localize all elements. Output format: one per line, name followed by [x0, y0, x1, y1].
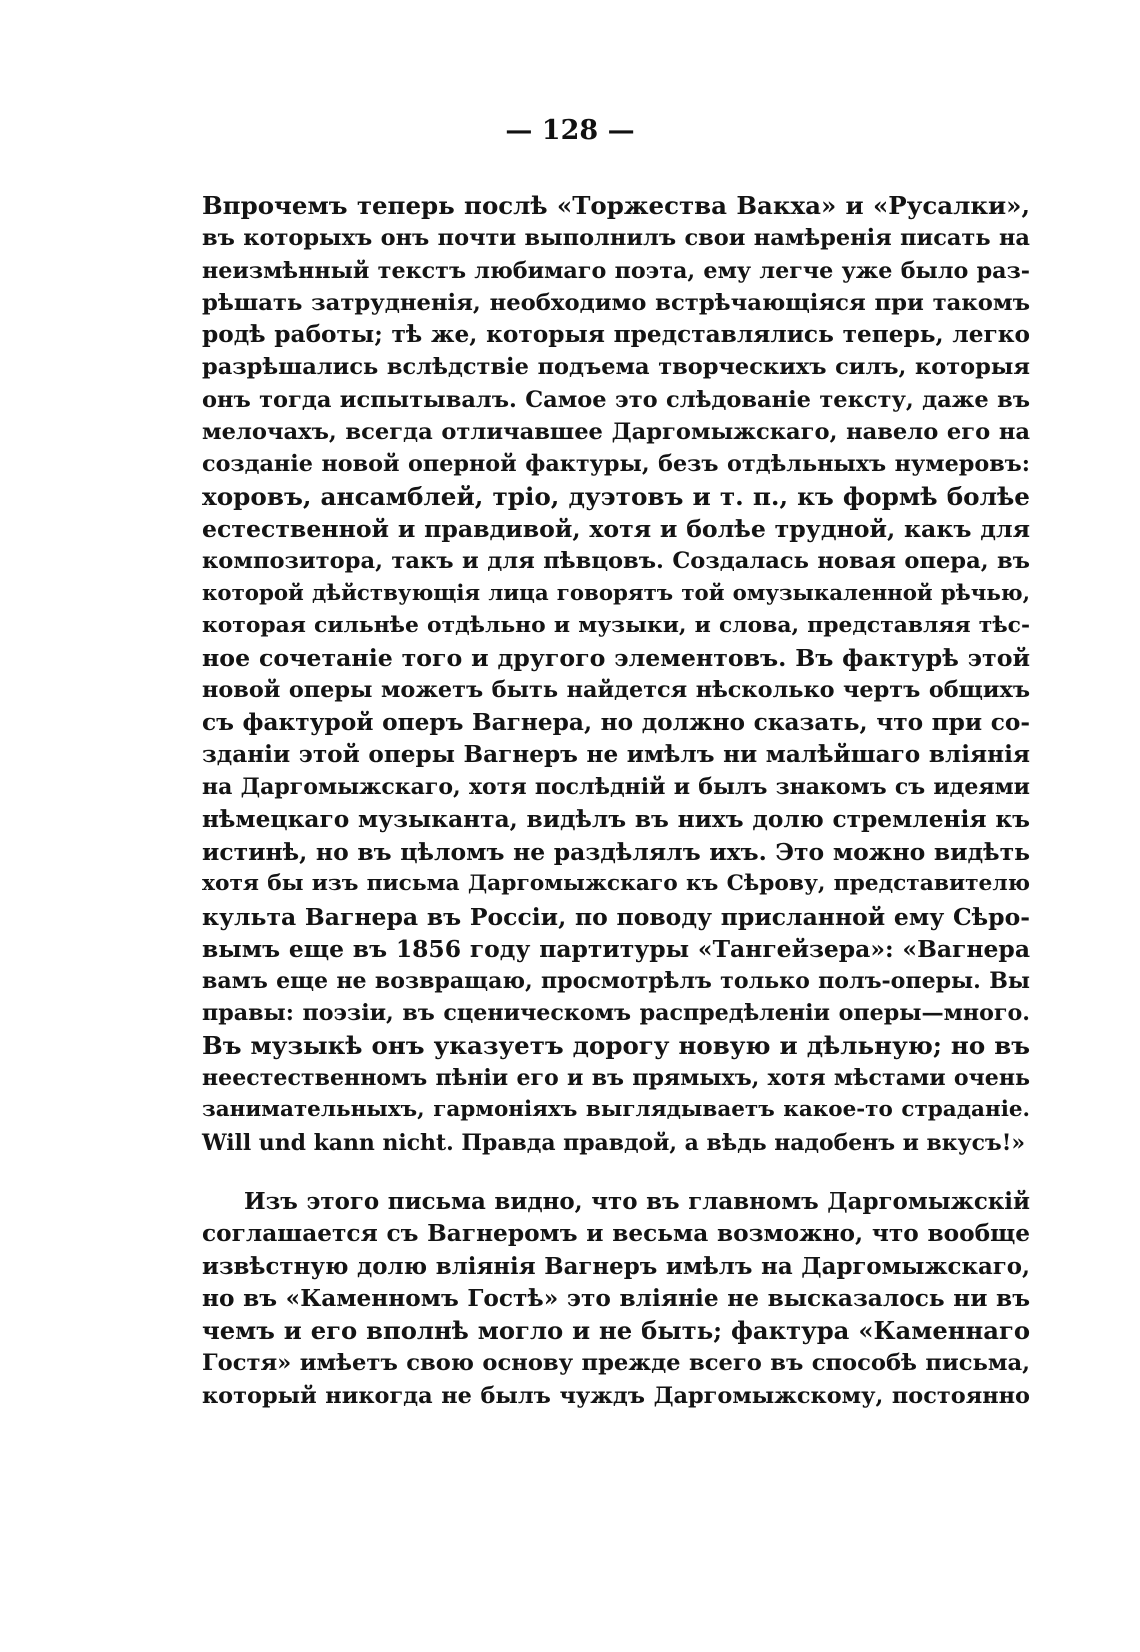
text-line: на Даргомыжскаго, хотя послѣдній и былъ знакомъ съ идеями [202, 774, 1030, 801]
text-line: которой дѣйствующія лица говорятъ той омузыкаленной рѣчью, [202, 580, 1030, 606]
text-line: но въ «Каменномъ Гостѣ» это вліяніе не высказалось ни въ [202, 1284, 1030, 1312]
text-line: Will und kann nicht. Правда правдой, а вѣдь надобенъ и вкусъ!» [202, 1129, 1026, 1156]
page-number: — 128 — [505, 115, 635, 146]
text-line: съ фактурой оперъ Вагнера, но должно сказать, что при со- [202, 708, 1030, 736]
text-line: ное сочетаніе того и другого элементовъ. Въ фактурѣ этой [202, 644, 1030, 673]
text-line: хотя бы изъ письма Даргомыжскаго къ Сѣрову, представителю [202, 871, 1030, 897]
text-line: новой оперы можетъ быть найдется нѣсколько чертъ общихъ [202, 677, 1030, 704]
text-line: вымъ еще въ 1856 году партитуры «Тангейзера»: «Вагнера [202, 934, 1030, 963]
text-line: вамъ еще не возвращаю, просмотрѣлъ только полъ-оперы. Вы [202, 968, 1030, 995]
text-line: соглашается съ Вагнеромъ и весьма возможно, что вообще [202, 1220, 1030, 1248]
text-line: Впрочемъ теперь послѣ «Торжества Вакха» и «Русалки», [202, 191, 1030, 220]
text-line: рѣшать затрудненія, необходимо встрѣчающіяся при такомъ [202, 289, 1030, 316]
text-line: мелочахъ, всегда отличавшее Даргомыжскаго, навело его на [202, 419, 1030, 446]
text-line: который никогда не былъ чуждъ Даргомыжскому, постоянно [202, 1382, 1030, 1409]
text-line: извѣстную долю вліянія Вагнеръ имѣлъ на Даргомыжскаго, [202, 1253, 1030, 1280]
text-line: неестественномъ пѣніи его и въ прямыхъ, хотя мѣстами очень [202, 1065, 1030, 1092]
text-line: истинѣ, но въ цѣломъ не раздѣлялъ ихъ. Это можно видѣть [202, 837, 1030, 866]
text-line: культа Вагнера въ Россіи, по поводу присланной ему Сѣро- [202, 902, 1030, 931]
text-line: правы: поэзіи, въ сценическомъ распредѣленіи оперы—много. [202, 1000, 1030, 1027]
text-line: разрѣшались вслѣдствіе подъема творческихъ силъ, которыя [202, 354, 1030, 381]
text-line: занимательныхъ, гармоніяхъ выглядываетъ какое-то страданіе. [202, 1097, 1030, 1123]
text-line: композитора, такъ и для пѣвцовъ. Создалась новая опера, въ [202, 548, 1030, 575]
text-line: естественной и правдивой, хотя и болѣе трудной, какъ для [202, 514, 1030, 543]
paragraph-1 [202, 190, 1030, 1159]
text-line: неизмѣнный текстъ любимаго поэта, ему легче уже было раз- [202, 257, 1030, 284]
text-line: созданіе новой оперной фактуры, безъ отдѣльныхъ нумеровъ: [202, 451, 1030, 478]
text-line: хоровъ, ансамблей, тріо, дуэтовъ и т. п., къ формѣ болѣе [202, 481, 1030, 511]
text-line: чемъ и его вполнѣ могло и не быть; фактура «Каменнаго [202, 1316, 1030, 1346]
text-line: родѣ работы; тѣ же, которыя представлялись теперь, легко [202, 321, 1030, 349]
text-line: Гостя» имѣетъ свою основу прежде всего въ способѣ письма, [202, 1350, 1030, 1377]
paragraph-2 [202, 1186, 1030, 1412]
text-line: онъ тогда испытывалъ. Самое это слѣдованіе тексту, даже въ [202, 386, 1030, 413]
text-line: зданіи этой оперы Вагнеръ не имѣлъ ни малѣйшаго вліянія [202, 741, 1030, 769]
text-line: которая сильнѣе отдѣльно и музыки, и слова, представляя тѣс- [202, 612, 1030, 638]
text-line: Въ музыкѣ онъ указуетъ дорогу новую и дѣльную; но въ [202, 1030, 1030, 1060]
text-line: нѣмецкаго музыканта, видѣлъ въ нихъ долю стремленія къ [202, 805, 1030, 833]
text-line: въ которыхъ онъ почти выполнилъ свои намѣренія писать на [202, 225, 1030, 252]
text-line: Изъ этого письма видно, что въ главномъ Даргомыжскій [244, 1188, 1030, 1215]
